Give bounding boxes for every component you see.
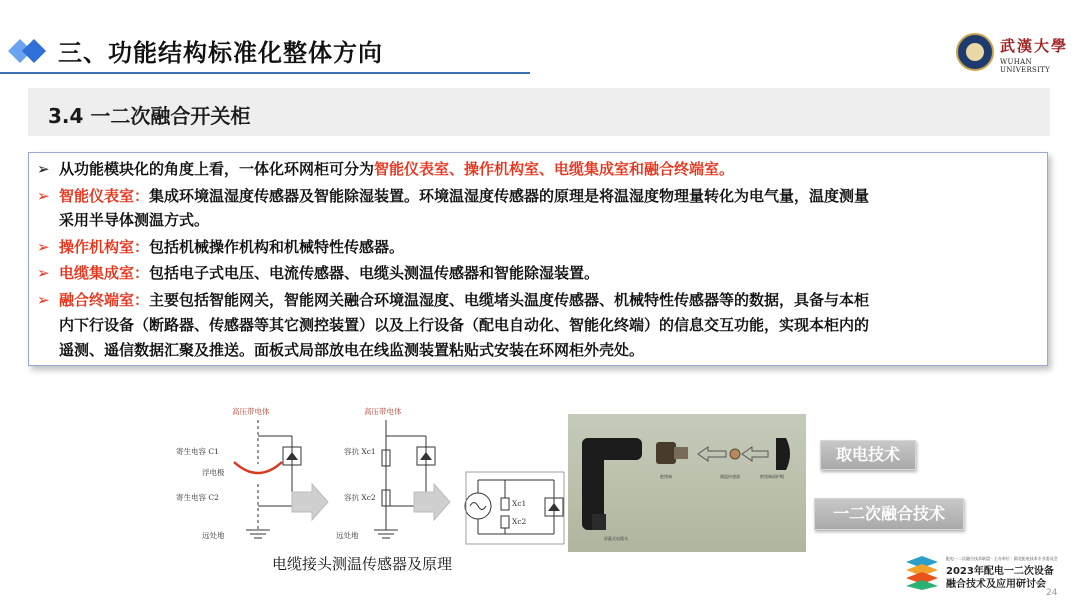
brand-diamond-icon — [6, 36, 56, 66]
left-c2-label: 寄生电容 C2 — [176, 493, 219, 502]
bullet-term: 融合终端室： — [59, 291, 150, 309]
bullet-item — [37, 184, 1041, 208]
arrow-bullet-icon: ➢ — [37, 187, 50, 205]
bullet-term: 智能仪表室： — [59, 187, 150, 205]
bullet-item — [37, 288, 1041, 312]
right-xc1-label: Xc1 — [512, 499, 527, 508]
arrow-bullet-icon: ➢ — [37, 264, 50, 282]
bullet-highlight: 智能仪表室、操作机构室、电缆集成室和融合终端室。 — [374, 160, 735, 178]
arrow-bullet-icon: ➢ — [37, 238, 50, 256]
photo-label-cap: 绝缘端部护帽 — [760, 474, 784, 479]
left-top-label: 高压带电体 — [232, 407, 270, 416]
header-divider — [0, 72, 530, 74]
university-name-cn: 武漢大學 — [1000, 37, 1069, 55]
conference-emblem-icon — [902, 556, 942, 590]
bullet-text: 主要包括智能网关，智能网关融合环境温湿度、电缆堵头温度传感器、机械特性传感器等的数据，具备与本柜 — [149, 291, 870, 309]
diagram-caption: 电缆接头测温传感器及原理 — [272, 555, 453, 573]
photo-label-cable-head: 屏蔽式电缆头 — [604, 536, 628, 541]
left-ground-label: 远处地 — [202, 531, 225, 540]
sensor-principle-diagram — [176, 402, 566, 554]
bullet-term: 操作机构室： — [59, 238, 150, 256]
bullet-continuation: 内下行设备（断路器、传感器等其它测控装置）以及上行设备（配电自动化、智能化终端）的信息交互功能，实现本柜内的 — [59, 316, 870, 334]
middle-ground-label: 远处地 — [336, 531, 359, 540]
middle-xc1-label: 容抗 Xc1 — [344, 447, 376, 456]
bullet-text: 包括电子式电压、电流传感器、电缆头测温传感器和智能除湿装置。 — [149, 264, 600, 282]
bullet-item — [37, 157, 1041, 181]
bullet-text: 包括机械操作机构和机械特性传感器。 — [149, 238, 405, 256]
section-title: 三、功能结构标准化整体方向 — [58, 39, 383, 67]
bullet-continuation: 遥测、遥信数据汇聚及推送。面板式局部放电在线监测装置粘贴式安装在环网柜外壳处。 — [59, 341, 645, 359]
page-number: 24 — [1046, 588, 1058, 598]
conference-logo — [900, 556, 1070, 596]
bullet-term: 电缆集成室： — [59, 264, 150, 282]
photo-label-insulation: 绝缘端 — [660, 474, 672, 479]
bullet-box — [28, 152, 1048, 366]
sensor-photo — [568, 414, 806, 552]
university-name-en: WUHAN UNIVERSITY — [1000, 58, 1051, 74]
bullet-item — [37, 235, 1041, 259]
fusion-tech-label: 一二次融合技术 — [814, 498, 964, 530]
left-c1-label: 寄生电容 C1 — [176, 447, 219, 456]
conference-title-line1: 2023年配电一二次设备 — [946, 566, 1054, 577]
arrow-bullet-icon: ➢ — [37, 291, 50, 309]
right-xc2-label: Xc2 — [512, 517, 527, 526]
arrow-bullet-icon: ➢ — [37, 160, 50, 178]
power-harvest-tech-label: 取电技术 — [820, 440, 916, 470]
bullet-item — [37, 261, 1041, 285]
middle-top-label: 高压带电体 — [364, 407, 402, 416]
middle-xc2-label: 容抗 Xc2 — [344, 493, 376, 502]
photo-label-sensor: 测温传感器 — [720, 474, 740, 479]
university-emblem-icon — [956, 33, 994, 71]
subsection-title: 3.4 一二次融合开关柜 — [48, 104, 251, 128]
bullet-text: 集成环境温湿度传感器及智能除湿装置。环境温湿度传感器的原理是将温湿度物理量转化为电气量，温度测量 — [149, 187, 870, 205]
conference-organizer-text: 配电一二次融合技术联盟 · 主办单位 · 湖北配电技术专业委员会 — [946, 556, 1058, 561]
bullet-continuation: 采用半导体测温方式。 — [59, 211, 210, 229]
conference-title-line2: 融合技术及应用研讨会 — [946, 579, 1046, 590]
float-electrode-label: 浮电极 — [202, 468, 225, 477]
sensor-parts-illustration — [568, 414, 806, 552]
university-logo — [956, 33, 1074, 73]
bullet-text: 从功能模块化的角度上看，一体化环网柜可分为 — [59, 160, 375, 178]
